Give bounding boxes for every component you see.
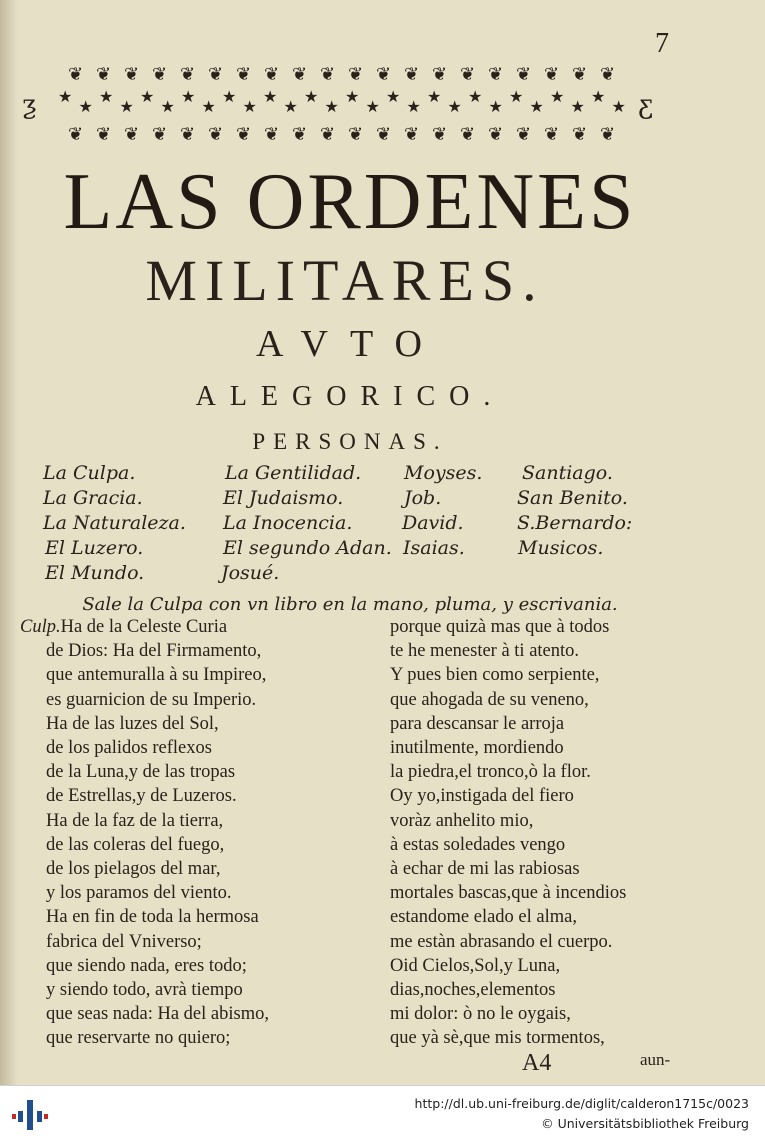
verse-line: de los palidos reflexos — [46, 738, 212, 758]
fleuron-glyph: ❦ — [124, 64, 140, 85]
persona: El Judaismo. — [223, 487, 344, 509]
fleuron-row-top — [68, 64, 615, 85]
star-glyph: ★ — [468, 87, 483, 106]
persona: El Mundo. — [45, 562, 145, 584]
fleuron-glyph: ❦ — [348, 64, 364, 85]
persona: Musicos. — [518, 537, 604, 559]
verse-line: Oid Cielos,Sol,y Luna, — [390, 955, 561, 976]
fleuron-glyph: ❦ — [124, 124, 140, 145]
star-glyph: ★ — [160, 97, 175, 116]
verse-line: de los pielagos del mar, — [46, 859, 221, 879]
fleuron-glyph: ❦ — [544, 64, 560, 85]
verse-line: que ahogada de su veneno, — [390, 689, 589, 710]
star-glyph: ★ — [263, 87, 278, 106]
star-glyph: ★ — [550, 87, 565, 106]
verse-text: Ha de la Celeste Curia — [60, 617, 228, 637]
verse-line: que seas nada: Ha del abismo, — [46, 1004, 269, 1025]
fleuron-glyph: ❦ — [292, 124, 308, 145]
star-glyph: ★ — [591, 87, 606, 106]
star-glyph: ★ — [509, 87, 524, 106]
fleuron-glyph: ❦ — [152, 64, 168, 85]
star-glyph: ★ — [58, 87, 73, 106]
star-glyph: ★ — [242, 97, 257, 116]
persona: Job. — [404, 487, 442, 509]
verse-line: voràz anhelito mio, — [390, 810, 534, 831]
star-glyph: ★ — [119, 97, 134, 116]
fleuron-glyph: ❦ — [320, 64, 336, 85]
verse-line: Oy yo,instigada del fiero — [390, 786, 574, 807]
star-glyph: ★ — [345, 87, 360, 106]
fleuron-glyph: ❦ — [376, 64, 392, 85]
persona: Moyses. — [404, 462, 483, 484]
star-glyph: ★ — [529, 97, 544, 116]
persona: El Luzero. — [45, 537, 144, 559]
star-glyph: ★ — [140, 87, 155, 106]
document-url[interactable]: http://dl.ub.uni-freiburg.de/diglit/calderon1715c/0023 — [414, 1096, 749, 1111]
persona: S.Bernardo: — [517, 512, 633, 534]
star-glyph: ★ — [324, 97, 339, 116]
verse-line: para descansar le arroja — [390, 713, 565, 734]
verse-line: inutilmente, mordiendo — [390, 738, 564, 758]
fleuron-glyph: ❦ — [68, 124, 84, 145]
fleuron-glyph: ❦ — [460, 64, 476, 85]
persona: La Inocencia. — [223, 512, 353, 534]
fleuron-glyph: ❦ — [488, 124, 504, 145]
fleuron-glyph: ❦ — [68, 64, 84, 85]
star-glyph: ★ — [304, 87, 319, 106]
star-glyph: ★ — [283, 97, 298, 116]
verse-line: à echar de mi las rabiosas — [390, 859, 580, 879]
verse-line: que reservarte no quiero; — [46, 1028, 231, 1049]
verse-line: y los paramos del viento. — [46, 883, 232, 904]
persona: San Benito. — [517, 487, 628, 509]
star-glyph: ★ — [99, 87, 114, 106]
star-row — [58, 87, 626, 116]
verse-line: me estàn abrasando el cuerpo. — [390, 931, 613, 952]
verse-line: y siendo todo, avrà tiempo — [46, 980, 243, 1000]
star-glyph: ★ — [222, 87, 237, 106]
fleuron-glyph: ❦ — [264, 124, 280, 145]
page-number: 7 — [655, 28, 669, 59]
verse-line: que siendo nada, eres todo; — [46, 955, 247, 976]
verse-line: Y pues bien como serpiente, — [390, 665, 600, 686]
star-glyph: ★ — [386, 87, 401, 106]
fleuron-glyph: ❦ — [320, 124, 336, 145]
fleuron-glyph: ❦ — [376, 124, 392, 145]
stage-direction: Sale la Culpa con vn libro en la mano, pluma, y escrivania. — [82, 594, 618, 615]
ornament-left-end: ƺ — [22, 90, 37, 120]
verse-line: mi dolor: ò no le oygais, — [390, 1004, 571, 1025]
star-glyph: ★ — [611, 97, 626, 116]
copyright-text: © Universitätsbibliothek Freiburg — [541, 1116, 749, 1131]
fleuron-glyph: ❦ — [96, 64, 112, 85]
fleuron-glyph: ❦ — [404, 64, 420, 85]
fleuron-glyph: ❦ — [460, 124, 476, 145]
persona: La Gentilidad. — [225, 462, 362, 484]
persona: Isaias. — [403, 537, 465, 559]
subtitle-auto: AVTO — [256, 323, 444, 365]
verse-line: dias,noches,elementos — [390, 980, 556, 1000]
star-glyph: ★ — [78, 97, 93, 116]
fleuron-glyph: ❦ — [180, 124, 196, 145]
star-glyph: ★ — [406, 97, 421, 116]
ornament-band — [20, 58, 670, 148]
fleuron-glyph: ❦ — [516, 64, 532, 85]
fleuron-glyph: ❦ — [236, 64, 252, 85]
library-logo-icon — [12, 1098, 48, 1132]
verse-line: la piedra,el tronco,ò la flor. — [390, 762, 591, 783]
fleuron-glyph: ❦ — [432, 64, 448, 85]
verse-line: mortales bascas,que à incendios — [390, 883, 627, 904]
fleuron-glyph: ❦ — [544, 124, 560, 145]
verse-line: que antemuralla à su Impireo, — [46, 665, 267, 686]
verse-line: de Estrellas,y de Luzeros. — [46, 786, 237, 807]
verse-line: à estas soledades vengo — [390, 834, 566, 855]
star-glyph: ★ — [488, 97, 503, 116]
fleuron-glyph: ❦ — [208, 124, 224, 145]
star-glyph: ★ — [427, 87, 442, 106]
fleuron-glyph: ❦ — [208, 64, 224, 85]
fleuron-glyph: ❦ — [516, 124, 532, 145]
persona: Santiago. — [522, 462, 613, 484]
verse-line: estandome elado el alma, — [390, 907, 577, 928]
fleuron-glyph: ❦ — [572, 124, 588, 145]
star-glyph: ★ — [447, 97, 462, 116]
star-glyph: ★ — [181, 87, 196, 106]
star-glyph: ★ — [365, 97, 380, 116]
fleuron-glyph: ❦ — [572, 64, 588, 85]
persona: David. — [402, 512, 464, 534]
title-line-2: MILITARES. — [145, 248, 545, 313]
ornament-right-end: ƹ — [638, 90, 653, 120]
fleuron-glyph: ❦ — [600, 124, 616, 145]
fleuron-glyph: ❦ — [404, 124, 420, 145]
verse-line: que yà sè,que mis tormentos, — [390, 1028, 605, 1049]
persona: La Gracia. — [43, 487, 143, 509]
verse-line: de las coleras del fuego, — [46, 834, 225, 855]
fleuron-glyph: ❦ — [432, 124, 448, 145]
persona: La Naturaleza. — [43, 512, 186, 534]
star-glyph: ★ — [570, 97, 585, 116]
fleuron-glyph: ❦ — [600, 64, 616, 85]
speaker-name: Culp. — [20, 617, 61, 637]
verse-line — [20, 618, 227, 637]
catchword: aun- — [640, 1050, 671, 1069]
verse-line: fabrica del Vniverso; — [46, 931, 202, 952]
persona: La Culpa. — [43, 462, 136, 484]
persona: El segundo Adan. — [223, 537, 392, 559]
persona: Josué. — [221, 562, 280, 584]
verse-line: de la Luna,y de las tropas — [46, 762, 236, 783]
viewer-footer — [0, 1085, 765, 1141]
fleuron-glyph: ❦ — [348, 124, 364, 145]
fleuron-glyph: ❦ — [180, 64, 196, 85]
verse-line: Ha en fin de toda la hermosa — [46, 907, 259, 928]
fleuron-glyph: ❦ — [236, 124, 252, 145]
fleuron-glyph: ❦ — [96, 124, 112, 145]
subtitle-alegorico: ALEGORICO. — [195, 381, 505, 412]
verse-line: de Dios: Ha del Firmamento, — [46, 641, 262, 662]
fleuron-glyph: ❦ — [488, 64, 504, 85]
signature-mark: A4 — [522, 1050, 552, 1076]
personas-heading: PERSONAS. — [252, 429, 448, 454]
verse-line: es guarnicion de su Imperio. — [46, 689, 257, 710]
verse-line: porque quizà mas que à todos — [390, 617, 610, 637]
fleuron-row-bottom — [68, 124, 615, 145]
fleuron-glyph: ❦ — [264, 64, 280, 85]
fleuron-glyph: ❦ — [292, 64, 308, 85]
verse-line: te he menester à ti atento. — [390, 641, 580, 662]
title-line-1: LAS ORDENES — [63, 158, 637, 246]
fleuron-glyph: ❦ — [152, 124, 168, 145]
star-glyph: ★ — [201, 97, 216, 116]
verse-line: Ha de la faz de la tierra, — [46, 810, 224, 831]
verse-line: Ha de las luzes del Sol, — [46, 713, 219, 734]
